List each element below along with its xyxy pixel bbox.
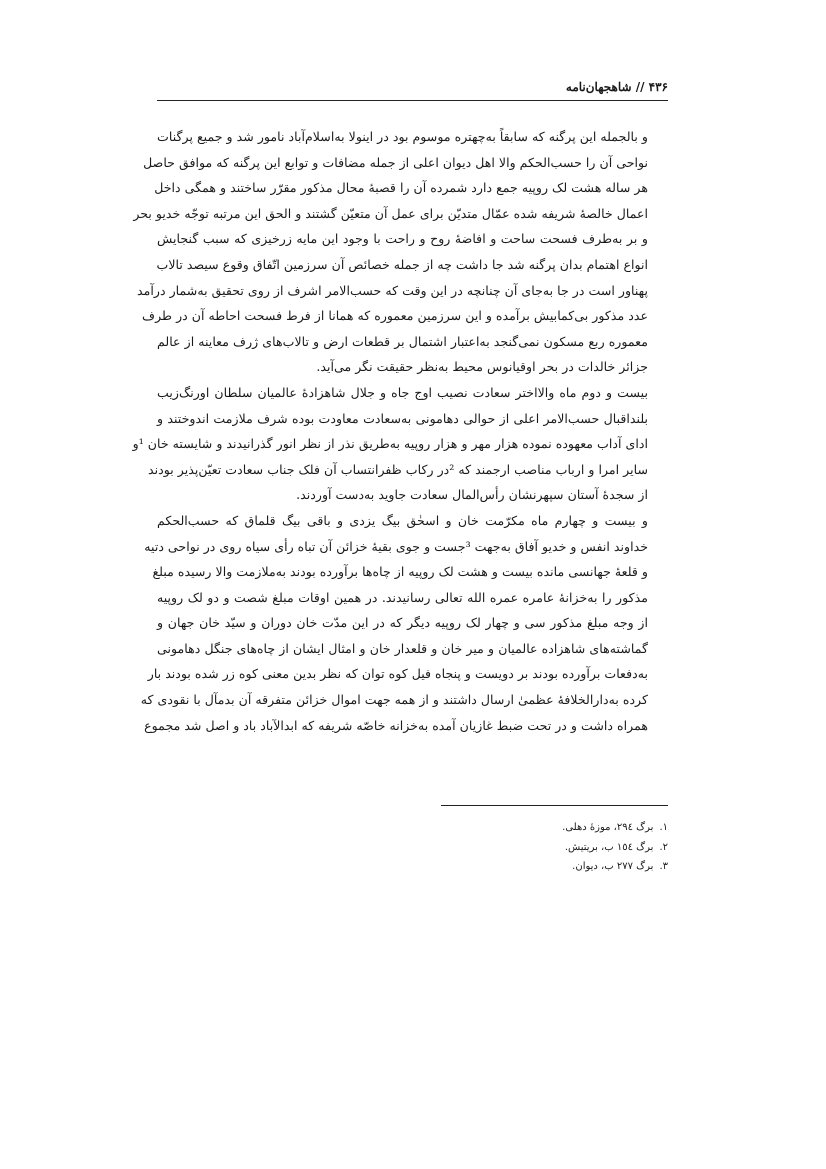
text-line: معموره ربع مسکون نمی‌گنجد به‌اعتبار اشتمال بر قطعات ارض و تالاب‌های ژرف معاینه از عالم: [157, 333, 648, 349]
body-text: [132, 124, 668, 738]
text-line: جزائر خالدات در بحر اوقیانوس محیط به‌نظر حقیقت نگر می‌آید.: [316, 359, 648, 375]
text-line: مذکور را به‌خزانهٔ عامره عمره الله تعالی رسانیدند. در همین اوقات مبلغ شصت و دو لک روپیه: [157, 589, 648, 605]
footnote-divider: [441, 805, 668, 806]
text-line: از سجدهٔ آستان سپهرنشان رأس‌المال سعادت جاوید به‌دست آوردند.: [296, 487, 648, 503]
text-line: هر ساله هشت لک روپیه جمع دارد شمرده آن را قصبهٔ محال مذکور مقرّر ساختند و همگی داخل: [154, 180, 648, 196]
text-line: و قلعهٔ جهانسی مانده بیست و هشت لک روپیه از چاه‌ها برآورده بودند به‌ملازمت والا رسیده مبلغ: [152, 564, 648, 580]
text-line: ادای آداب معهوده نموده هزار مهر و هزار روپیه به‌طریق نذر از نظر انور گذرانیدند و شایسته خان ¹و: [132, 436, 648, 452]
footnote-2: [441, 838, 668, 858]
text-line: همراه داشت و در تحت ضبط غازیان آمده به‌خزانه خاصّه شریفه که ابدالآباد باد و اصل شد مجموع: [144, 717, 648, 733]
footnote-text: برگ ۱٥٤ ب، بریتیش.: [564, 841, 654, 853]
text-line: کرده به‌دارالخلافهٔ عظمیٰ ارسال داشتند و از همه جهت اموال خزائن متفرقه آن بدمآل با نقودی که: [140, 692, 648, 708]
footnote-3: [441, 857, 668, 877]
footnote-text: برگ ۲۷۷ ب، دیوان.: [572, 861, 654, 872]
paragraph-3: [140, 508, 668, 738]
text-line: بیست و دوم ماه والااختر سعادت نصیب اوج جاه و جلال شاهزادهٔ عالمیان سلطان اورنگ‌زیب: [157, 384, 648, 400]
running-header: [157, 74, 668, 101]
text-line: و بیست و چهارم ماه مکرّمت خان و اسحٰق بیگ یزدی و باقی بیگ قلماق که حسب‌الحکم: [157, 512, 648, 528]
footnotes: [441, 818, 668, 877]
footnote-number: ۱.: [659, 822, 668, 833]
paragraph-2: [132, 380, 668, 508]
footnote-number: ۲.: [659, 841, 668, 853]
text-line: انواع اهتمام بدان پرگنه شد جا داشت چه از جمله خصائص آن سرزمین اتّفاق وقوع سیصد تالاب: [156, 256, 648, 272]
text-line: به‌دفعات برآورده بودند بر دویست و پنجاه فیل کوه توان که نظر بدین معنی کوه زر شده بودند بار: [147, 666, 648, 682]
text-line: اعمال خالصهٔ شریفه شده عمّال متدیّن برای عمل آن متعیّن گشتند و الحق این مرتبه توجّه خدیو بحر: [133, 205, 648, 221]
text-line: خداوند انفس و خدیو آفاق به‌جهت ³جست و جوی بقیهٔ خزائن آن تباه رأی سیاه روی در نواحی دتیه: [144, 538, 648, 554]
text-line: نواحی آن را حسب‌الحکم والا اهل دیوان اعلی از جمله مضافات و توابع این پرگنه که موافق حاصل: [143, 154, 648, 170]
text-line: سایر امرا و ارباب مناصب ارجمند که ²در رکاب ظفرانتساب آن فلک جناب سعادت تعیّن‌پذیر بودند: [148, 461, 648, 477]
text-line: و بر به‌طرف فسحت ساحت و افاضهٔ روح و راحت با وجود این مایه زرخیزی که سبب گنجایش: [157, 231, 648, 247]
text-line: عدد مذکور بی‌کمابیش برآمده و این سرزمین معموره که همانا از فرط فسحت احاطه آن در طرف: [142, 308, 648, 324]
paragraph-1: [133, 124, 668, 380]
text-line: گماشته‌های شاهزاده عالمیان و میر خان و قلعدار خان و امثال ایشان از چاه‌های جنگل دهامونی: [157, 640, 648, 656]
header-title: ۴۳۶ // شاهجهان‌نامه: [565, 80, 668, 94]
text-line: بلنداقبال حسب‌الامر اعلی از حوالی دهامونی به‌سعادت معاودت بوده شرف ملازمت اندوختند و: [157, 410, 648, 426]
text-line: از وجه مبلغ مذکور سی و چهار لک روپیه دیگر که در این مدّت خان دوران و سیّد خان جهان و: [157, 615, 648, 631]
text-line: و بالجمله این پرگنه که سابقاً به‌چهتره موسوم بود در اینولا به‌اسلام‌آباد نامور شد و جمیع پرگنات: [157, 129, 648, 144]
footnote-number: ۳.: [659, 861, 668, 872]
footnote-1: [441, 818, 668, 838]
text-line: پهناور است در جا به‌جای آن چنانچه در این وقت که حسب‌الامر اشرف از روی تحقیق به‌شمار درآمد: [137, 282, 648, 298]
footnote-text: برگ ۲۹٤، موزهٔ دهلی.: [562, 822, 654, 833]
